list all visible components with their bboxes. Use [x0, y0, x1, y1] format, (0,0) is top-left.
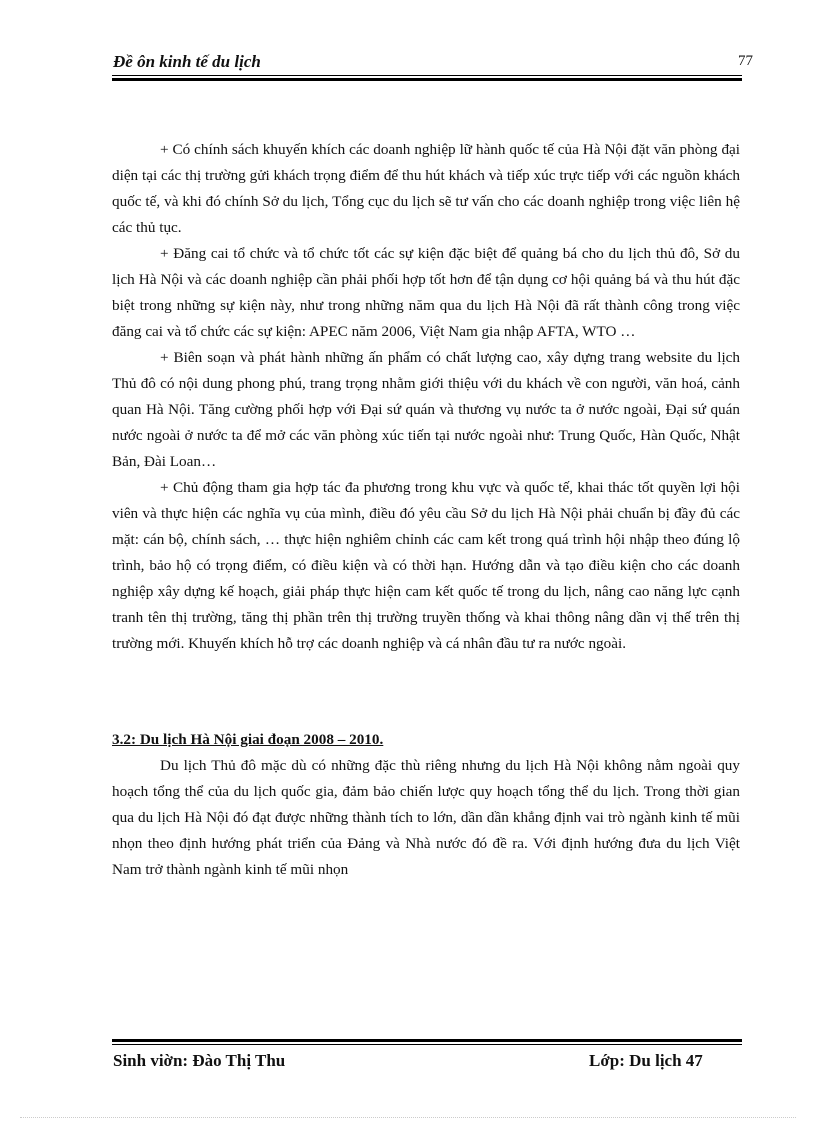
- footer-class-name: Lớp: Du lịch 47: [589, 1051, 703, 1070]
- header-rule-thick: [112, 78, 742, 81]
- paragraph: + Chủ động tham gia hợp tác đa phương trong khu vực và quốc tế, khai thác tốt quyền lợi hội viên và thực hiện các nghĩa vụ của mình, điều đó yêu cầu Sở du lịch Hà Nội phải chuẩn bị đầy đủ các mặt: cán bộ, chính sách, … thực hiện nghiêm chỉnh các cam kết trong quá trình hội nhập theo đúng lộ trình, bảo hộ có trọng điểm, có điều kiện và có thời hạn. Hướng dẫn và tạo điều kiện cho các doanh nghiệp xây dựng kế hoạch, giải pháp thực hiện cam kết quốc tế trong du lịch, nâng cao năng lực cạnh tranh tên thị trường, tăng thị phần trên thị trường truyền thống và khai thông nâng dần vị thế trên thị trường mới. Khuyến khích hỗ trợ các doanh nghiệp và cá nhân đầu tư ra nước ngoài.: [112, 479, 740, 652]
- paragraph: + Có chính sách khuyến khích các doanh nghiệp lữ hành quốc tế của Hà Nội đặt văn phòng đại diện tại các thị trường gửi khách trọng điểm để thu hút khách và tiếp xúc trực tiếp với các nguồn khách quốc tế, và khi đó chính Sở du lịch, Tổng cục du lịch sẽ tư vấn cho các doanh nghiệp trong việc liên hệ các thủ tục.: [112, 141, 740, 236]
- page-bottom-border: [20, 1117, 796, 1118]
- page-number: 77: [738, 53, 753, 69]
- paragraph: + Đăng cai tổ chức và tổ chức tốt các sự kiện đặc biệt để quảng bá cho du lịch thủ đô, Sở du lịch Hà Nội và các doanh nghiệp cần phải phối hợp tốt hơn để tận dụng cơ hội quảng bá và thu hút đặc biệt trong những sự kiện này, như trong những năm qua du lịch Hà Nội đã rất thành công trong việc đăng cai và tổ chức các sự kiện: APEC năm 2006, Việt Nam gia nhập AFTA, WTO …: [112, 245, 740, 340]
- header-rule-top: [112, 75, 742, 76]
- footer-rule-thick: [112, 1039, 742, 1042]
- paragraph: + Biên soạn và phát hành những ấn phẩm có chất lượng cao, xây dựng trang website du lịch Thủ đô có nội dung phong phú, trang trọng nhằm giới thiệu với du khách về con người, văn hoá, cảnh quan Hà Nội. Tăng cường phối hợp với Đại sứ quán và thương vụ nước ta ở nước ngoài, Đại sứ quán nước ngoài ở nước ta để mở các văn phòng xúc tiến tại nước ngoài như: Trung Quốc, Hàn Quốc, Nhật Bản, Đài Loan…: [112, 349, 740, 470]
- footer-student-name: Sinh viờn: Đào Thị Thu: [113, 1051, 286, 1070]
- section-paragraph: Du lịch Thủ đô mặc dù có những đặc thù riêng nhưng du lịch Hà Nội không nằm ngoài quy hoạch tổng thể của du lịch quốc gia, đảm bảo chiến lược quy hoạch tổng thể du lịch. Trong thời gian qua du lịch Hà Nội đó đạt được những thành tích to lớn, dần dần khẳng định vai trò ngành kinh tế mũi nhọn theo định hướng phát triển của Đảng và Nhà nước đó đề ra. Với định hướng đưa du lịch Việt Nam trở thành ngành kinh tế mũi nhọn: [112, 757, 740, 878]
- footer-rule-thin: [112, 1044, 742, 1045]
- document-title: Đề ôn kinh tế du lịch: [113, 52, 261, 71]
- page-body: [112, 137, 740, 883]
- section-heading: 3.2: Du lịch Hà Nội giai đoạn 2008 – 2010.: [112, 731, 384, 748]
